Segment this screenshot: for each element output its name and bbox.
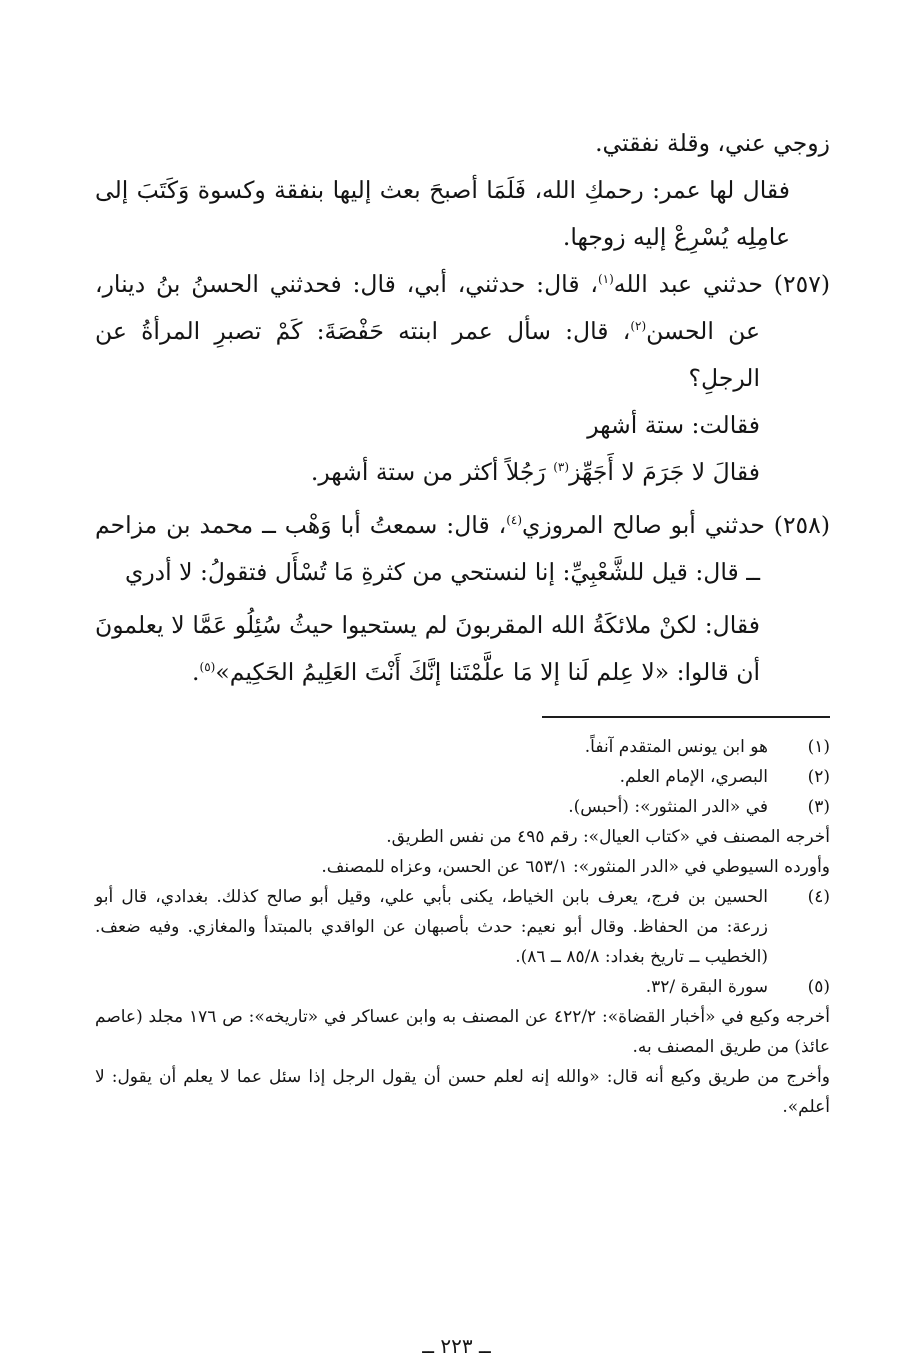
hadith-258-answer: فقال: لكنْ ملائكَةُ الله المقربونَ لم يستحيوا حيثُ سُئِلُو عَمَّا لا يعلمونَ أن قالوا: «لا عِلم لَنا إلا مَا علَّمْتَنا إنَّكَ أَنْتَ العَلِيمُ الحَكِيم»$^{(٥)}$.: [95, 611, 760, 686]
footnote-5: [95, 972, 830, 1002]
hadith-number: (٢٥٧): [773, 270, 830, 298]
footnote-3: [95, 792, 830, 822]
footnote-text: البصري، الإمام العلم.: [619, 767, 768, 787]
footnote-ref: (٢): [630, 319, 647, 334]
footnote-3-source: أخرجه المصنف في «كتاب العيال»: رقم ٤٩٥ من نفس الطريق.: [386, 827, 830, 847]
footnote-ref: (١): [597, 272, 614, 287]
hadith-257-conclusion: فقالَ لا جَرَمَ لا أَجَهِّز$^{(٣)}$ رَجُلاً أكثر من ستة أشهر.: [310, 458, 760, 486]
footnote-ref: (٥): [199, 660, 216, 675]
footnote-text: هو ابن يونس المتقدم آنفاً.: [584, 737, 768, 757]
footnote-text: في «الدر المنثور»: (أحبس).: [568, 797, 768, 817]
hadith-257: (٢٥٧) حدثني عبد الله$^{(١)}$، قال: حدثني، أبي، قال: فحدثني الحسنُ بنُ دينار، عن الحسن$^{(٢)}$، قال: سأل عمر ابنته حَفْصَةَ: كَمْ تصبرِ المرأةُ عن الرجلِ؟: [95, 270, 830, 392]
footnote-3-source-2: وأورده السيوطي في «الدر المنثور»: ٦٥٣/١ عن الحسن، وعزاه للمصنف.: [321, 857, 830, 877]
footnote-4: [95, 882, 830, 972]
footnote-separator: [542, 716, 830, 718]
footnote-1: [95, 732, 830, 762]
page-number: ــ ٢٢٣ ــ: [422, 1334, 491, 1358]
footnote-number: (٢): [807, 767, 830, 787]
footnote-5-source-2: وأخرج من طريق وكيع أنه قال: «والله إنه لعلم حسن أن يقول الرجل إذا سئل عما لا يعلم أن يقول: لا أعلم».: [95, 1067, 830, 1117]
footnote-ref: (٣): [553, 460, 570, 475]
paragraph-umar-reply: فقال لها عمر: رحمكِ الله، فَلَمَا أصبحَ بعث إليها بنفقة وكسوة وَكَتَبَ إلى عامِلِه يُسْرِعْ إليه زوجها.: [95, 176, 790, 251]
footnote-5-source: أخرجه وكيع في «أخبار القضاة»: ٤٢٢/٢ عن المصنف به وابن عساكر في «تاريخه»: ص ١٧٦ مجلد (عاصم عائذ) من طريق المصنف به.: [95, 1007, 830, 1057]
footnote-2: [95, 762, 830, 792]
hadith-258: (٢٥٨) حدثني أبو صالح المروزي$^{(٤)}$، قال: سمعتُ أبا وَهْب ــ محمد بن مزاحم ــ قال: قيل للشَّعْبِيِّ: إنا لنستحي من كثرةِ مَا تُسْأَل فتقولُ: لا أدري: [95, 511, 830, 586]
footnote-text: سورة البقرة /٣٢.: [645, 977, 768, 997]
footnote-number: (٤): [807, 887, 830, 907]
paragraph-continuation: زوجي عني، وقلة نفقتي.: [595, 129, 830, 157]
book-page: [95, 120, 830, 1350]
footnote-ref: (٤): [506, 513, 523, 528]
footnote-number: (١): [807, 737, 830, 757]
footnote-number: (٣): [807, 797, 830, 817]
main-text: [95, 120, 830, 696]
footnote-number: (٥): [807, 977, 830, 997]
footnote-text: الحسين بن فرج، يعرف بابن الخياط، يكنى بأبي علي، وقيل أبو صالح كذلك. بغدادي، قال أبو زرعة: من الحفاظ. وقال أبو نعيم: حدث بأصبهان عن الواقدي بالمبتدأ والمغازي. وفيه ضعف. (الخطيب ــ تاريخ بغداد: ٨٥/٨ ــ ٨٦).: [95, 887, 768, 967]
hadith-number: (٢٥٨): [773, 511, 830, 539]
hadith-257-reply: فقالت: ستة أشهر: [587, 411, 760, 439]
footnotes: [95, 732, 830, 1122]
